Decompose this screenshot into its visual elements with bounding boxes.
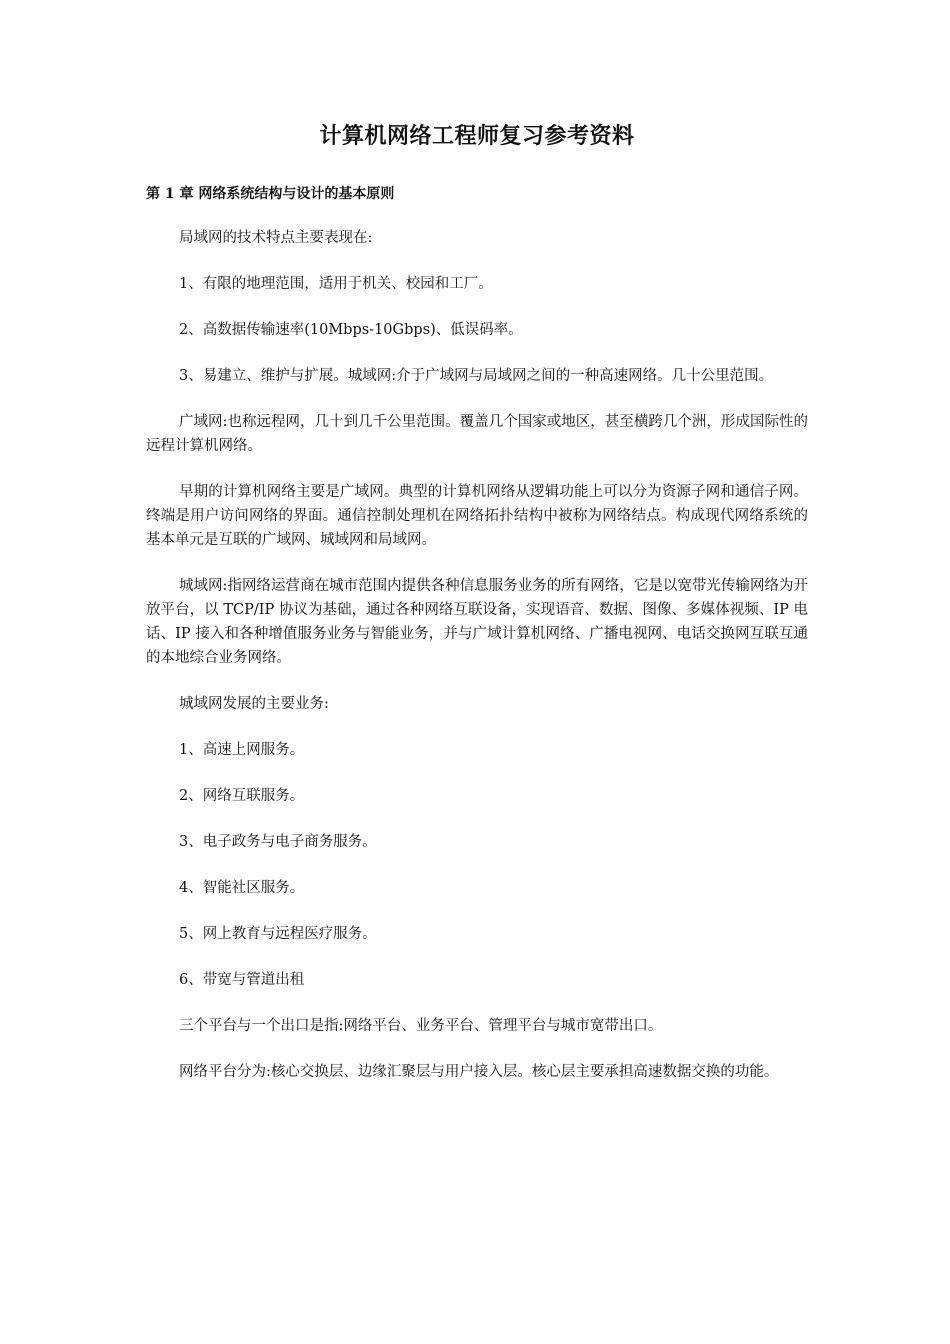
paragraph-man-services-intro: 城域网发展的主要业务: [179,696,329,712]
paragraph-man-service-6: 6、带宽与管道出租 [179,972,305,988]
paragraph-lan-feature-2: 2、高数据传输速率(10Mbps-10Gbps)、低误码率。 [179,322,523,338]
paragraph-man-definition: 城域网:指网络运营商在城市范围内提供各种信息服务业务的所有网络，它是以宽带光传输网络为开放平台，以 TCP/IP 协议为基础，通过各种网络互联设备，实现语音、数据、图像、多媒体视频、IP 电话、IP 接入和各种增值服务业务与智能业务，并与广域计算机网络、广播电视网、电话交换网互联互通的本地综合业务网络。 [146,578,808,666]
paragraph-man-service-5: 5、网上教育与远程医疗服务。 [179,926,377,942]
chapter-heading: 第 1 章 网络系统结构与设计的基本原则 [146,186,395,202]
paragraph-man-service-3: 3、电子政务与电子商务服务。 [179,834,377,850]
document-title: 计算机网络工程师复习参考资料 [319,123,635,149]
paragraph-lan-intro: 局域网的技术特点主要表现在: [179,230,373,246]
paragraph-man-service-2: 2、网络互联服务。 [179,788,305,804]
paragraph-wan: 广域网:也称远程网，几十到几千公里范围。覆盖几个国家或地区，甚至横跨几个洲，形成国际性的远程计算机网络。 [146,414,808,454]
paragraph-man-service-1: 1、高速上网服务。 [179,742,305,758]
document-page [146,118,808,1106]
paragraph-early-networks: 早期的计算机网络主要是广域网。典型的计算机网络从逻辑功能上可以分为资源子网和通信子网。终端是用户访问网络的界面。通信控制处理机在网络拓扑结构中被称为网络结点。构成现代网络系统的基本单元是互联的广域网、城域网和局域网。 [146,484,808,548]
paragraph-man-service-4: 4、智能社区服务。 [179,880,305,896]
paragraph-network-platform: 网络平台分为:核心交换层、边缘汇聚层与用户接入层。核心层主要承担高速数据交换的功能。 [179,1064,779,1080]
paragraph-platforms: 三个平台与一个出口是指:网络平台、业务平台、管理平台与城市宽带出口。 [179,1018,663,1034]
paragraph-lan-feature-1: 1、有限的地理范围，适用于机关、校园和工厂。 [179,276,493,292]
paragraph-lan-feature-3: 3、易建立、维护与扩展。城域网:介于广域网与局域网之间的一种高速网络。几十公里范围。 [179,368,774,384]
